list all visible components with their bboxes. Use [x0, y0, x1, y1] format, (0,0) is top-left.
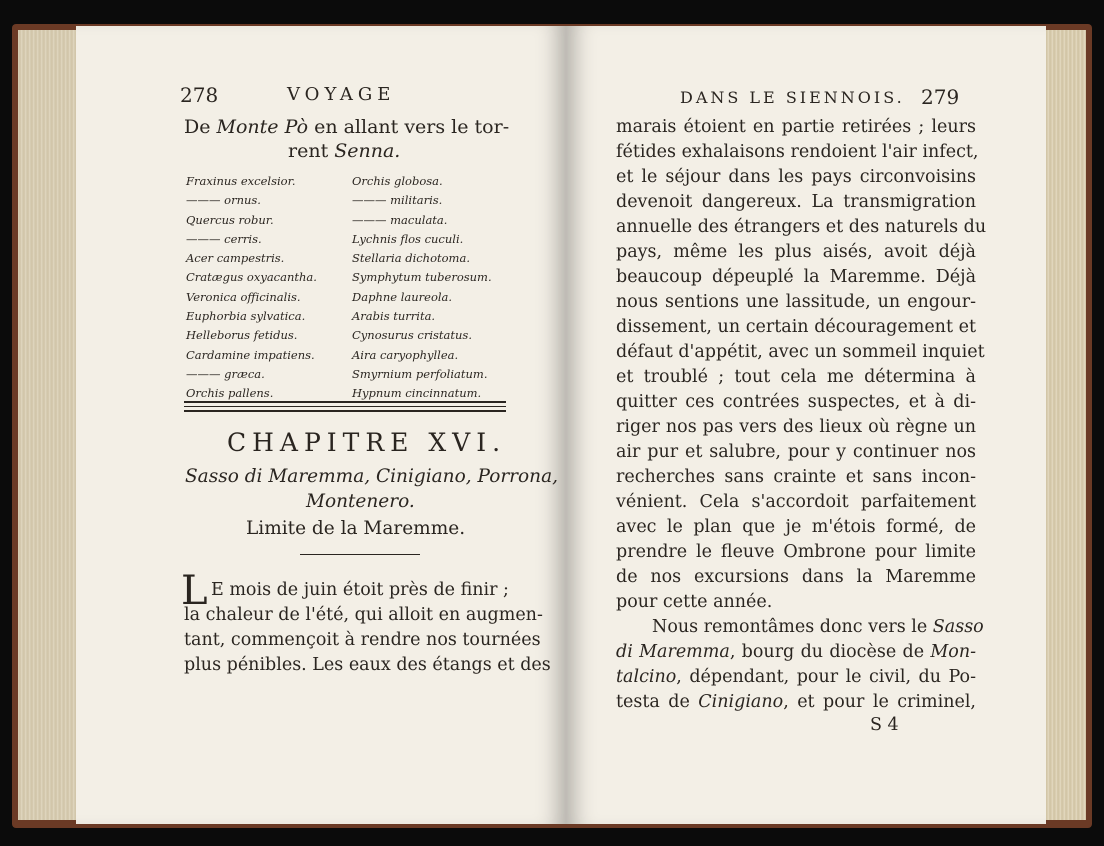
body-line: et troublé ; tout cela me détermina à — [616, 367, 976, 387]
plant-name: Smyrnium perfoliatum. — [352, 366, 488, 381]
heading-text-3: rent — [288, 140, 335, 162]
body-line — [616, 665, 976, 690]
body-line: quitter ces contrées suspectes, et à di- — [616, 392, 976, 412]
plant-name: Symphytum tuberosum. — [352, 270, 492, 285]
plant-name: Hypnum cincinnatum. — [352, 386, 482, 401]
ornamental-rule-top — [184, 401, 506, 403]
body-line: et le séjour dans les pays circonvoisins — [616, 167, 976, 187]
body-line: fétides exhalaisons rendoient l'air infect, — [616, 142, 979, 162]
chapter-subtitle-line2: Montenero. — [306, 491, 415, 512]
left-page-number: 278 — [180, 83, 219, 107]
plant-name: Veronica officinalis. — [186, 289, 301, 304]
body-line: nous sentions une lassitude, un engour- — [616, 292, 976, 312]
body-line: dissement, un certain découragement et — [616, 317, 976, 337]
right-page-number: 279 — [921, 85, 960, 109]
para-text: Nous remontâmes donc vers le — [652, 617, 933, 637]
section-heading-line2 — [288, 140, 400, 162]
left-body-first-line — [211, 578, 509, 603]
left-body-text — [184, 603, 551, 678]
body-line: devenoit dangereux. La transmigration — [616, 192, 976, 212]
body-line: pour cette année. — [616, 592, 773, 612]
plant-name: Orchis pallens. — [186, 386, 274, 401]
body-line: beaucoup dépeuplé la Maremme. Déjà — [616, 267, 976, 287]
plant-name: Orchis globosa. — [352, 174, 443, 188]
plant-list-left — [186, 172, 317, 404]
page-edges-right — [1040, 30, 1086, 820]
heading-text-2: en allant vers le tor- — [308, 116, 510, 138]
plant-name: Lychnis flos cuculi. — [352, 231, 464, 246]
para-text: , bourg du diocèse de — [729, 642, 931, 662]
drop-cap: L — [181, 568, 208, 614]
body-line: de nos excursions dans la Maremme — [616, 567, 976, 587]
body-line — [616, 615, 984, 640]
ornamental-rule-bottom — [184, 410, 506, 412]
plant-name: Cynosurus cristatus. — [352, 328, 472, 343]
left-running-title: VOYAGE — [287, 84, 396, 105]
heading-place-2: Senna. — [334, 140, 401, 162]
para-text: , et pour le criminel, — [783, 692, 976, 712]
plant-list-right — [352, 172, 492, 404]
place-name: talcino — [616, 667, 677, 687]
right-body-text — [616, 115, 987, 615]
body-line — [616, 640, 976, 665]
plant-name: ——— græca. — [186, 366, 265, 381]
place-name: di Maremma — [616, 642, 730, 662]
chapter-subtitle-line1: Sasso di Maremma, Cinigiano, Porrona, — [185, 466, 558, 487]
plant-name: Fraxinus excelsior. — [186, 174, 296, 188]
body-line: plus pénibles. Les eaux des étangs et des — [184, 655, 551, 675]
plant-name: Cratægus oxyacantha. — [186, 270, 317, 285]
body-line: prendre le fleuve Ombrone pour limite — [616, 542, 976, 562]
ornamental-rule-mid — [184, 406, 506, 407]
right-running-title: DANS LE SIENNOIS. — [680, 88, 905, 107]
plant-name: Acer campestris. — [186, 251, 285, 266]
body-line: tant, commençoit à rendre nos tournées — [184, 630, 541, 650]
plant-name: ——— militaris. — [352, 193, 443, 208]
short-rule — [300, 554, 420, 555]
plant-name: Daphne laureola. — [352, 289, 453, 304]
plant-name: Helleborus fetidus. — [186, 328, 298, 343]
body-line: marais étoient en partie retirées ; leurs — [616, 117, 976, 137]
plant-name: Stellaria dichotoma. — [352, 251, 470, 266]
body-line — [616, 690, 976, 715]
body-line: avec le plan que je m'étois formé, de — [616, 517, 976, 537]
heading-place: Monte Pò — [216, 116, 309, 138]
body-line: pays, même les plus aisés, avoit déjà — [616, 242, 976, 262]
para-text: testa de — [616, 692, 699, 712]
chapter-limit-line: Limite de la Maremme. — [246, 518, 466, 539]
body-line: E mois de juin étoit près de finir ; — [211, 580, 509, 600]
body-line: vénient. Cela s'accordoit parfaitement — [616, 492, 976, 512]
body-line: la chaleur de l'été, qui alloit en augmen- — [184, 605, 543, 625]
heading-text: De — [184, 116, 217, 138]
body-line: annuelle des étrangers et des naturels du — [616, 217, 987, 237]
plant-name: ——— cerris. — [186, 231, 262, 246]
plant-name: Arabis turrita. — [352, 309, 436, 324]
signature-mark: S 4 — [870, 715, 899, 735]
place-name: Cinigiano — [698, 692, 784, 712]
chapter-title: CHAPITRE XVI. — [227, 428, 507, 457]
para-text: , dépendant, pour le civil, du Po- — [676, 667, 976, 687]
section-heading-line1 — [184, 116, 509, 138]
body-line: air pur et salubre, pour y continuer nos — [616, 442, 976, 462]
body-line: défaut d'appétit, avec un sommeil inquiet — [616, 342, 985, 362]
right-body-para2 — [616, 615, 984, 715]
plant-name: Cardamine impatiens. — [186, 347, 315, 362]
plant-name: Quercus robur. — [186, 212, 274, 227]
plant-name: Aira caryophyllea. — [352, 347, 459, 362]
place-name: Mon- — [930, 642, 976, 662]
body-line: riger nos pas vers des lieux où règne un — [616, 417, 976, 437]
plant-name: ——— maculata. — [352, 212, 448, 227]
plant-name: Euphorbia sylvatica. — [186, 309, 306, 324]
plant-name: ——— ornus. — [186, 193, 261, 208]
place-name: Sasso — [932, 617, 984, 637]
body-line: recherches sans crainte et sans incon- — [616, 467, 976, 487]
